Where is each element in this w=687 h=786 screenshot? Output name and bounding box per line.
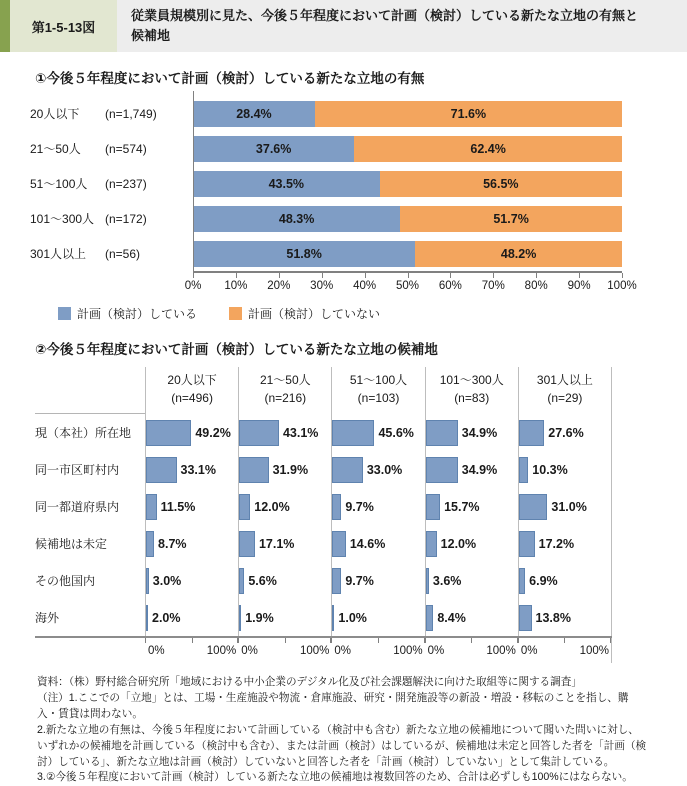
chart1-axis-tick-label: 50%: [395, 280, 420, 293]
chart2-bar: [146, 568, 149, 594]
chart2-column-header: [518, 367, 612, 414]
chart1-category-label: 301人以上: [30, 247, 87, 262]
chart2-bar: [146, 420, 191, 446]
chart1-bar-segment: 51.7%: [400, 206, 622, 232]
chart2-bar: [426, 568, 429, 594]
chart2-axis-tick: [192, 638, 193, 643]
chart2-bar: [146, 457, 177, 483]
chart2-cell: [425, 451, 518, 488]
chart1-axis-tick: [450, 273, 451, 278]
chart2-cell: [145, 562, 238, 599]
chart2-axis-zero-label: 0%: [334, 645, 352, 658]
chart2-bar: [239, 531, 255, 557]
chart2-axis-zero-label: 0%: [241, 645, 258, 658]
chart1-n-label: (n=56): [105, 246, 141, 261]
chart2-value-label: 13.8%: [535, 610, 571, 625]
note-1: （注）1.ここでの「立地」とは、工場・生産施設や物流・倉庫施設、研究・開発施設等の新設・増設・移転のことを指し、購入・賃貸は問わない。: [37, 691, 629, 720]
chart2-axis-cell: [425, 638, 518, 663]
chart2-axis-zero-label: 0%: [427, 645, 445, 658]
chart2-cell: [145, 451, 238, 488]
legend-label: 計画（検討）していない: [248, 306, 381, 321]
chart2-cell: [145, 414, 238, 451]
figure-number: 第1-5-13図: [10, 0, 117, 52]
legend-label: 計画（検討）している: [77, 306, 198, 321]
chart2-value-label: 3.6%: [432, 573, 462, 588]
chart1-axis-tick: [536, 273, 537, 278]
legend-swatch: [229, 307, 242, 320]
legend-swatch: [58, 307, 71, 320]
chart2-axis-tick: [145, 638, 146, 643]
chart1-legend: [58, 303, 687, 323]
chart2-value-label: 11.5%: [160, 499, 196, 514]
chart2-bar: [332, 420, 374, 446]
chart2-bar: [519, 494, 548, 520]
chart2-cell: [238, 414, 331, 451]
note-2: 2.新たな立地の有無は、今後５年程度において計画している（検討中も含む）新たな立地の候補地について聞いた問いに対し、いずれかの候補地を計画している（検討中も含む）、または計画（検討）はしているが、候補地は未定と回答した者を「計画（検討）している」、新たな立地は計画（検討）していないと回答した者を「計画（検討）していない」として集計している。: [37, 723, 647, 768]
chart2-cell: [425, 488, 518, 525]
chart2-value-label: 6.9%: [529, 573, 558, 588]
chart2-column-header: [425, 367, 518, 414]
chart2-header-spacer: [35, 367, 145, 414]
chart1-category-label: 21～50人: [30, 142, 81, 157]
chart2-axis-hundred-label: 100%: [393, 645, 423, 658]
chart1-n-label: (n=172): [105, 211, 147, 226]
chart2-value-label: 34.9%: [461, 425, 498, 440]
chart2-cell: [425, 599, 518, 636]
chart2-bar: [239, 457, 268, 483]
chart1-axis-tick-label: 40%: [353, 280, 377, 293]
chart2-column-group-label: 301人以上: [536, 373, 593, 388]
chart1-category-label: 101～300人: [30, 212, 95, 227]
chart2-row-label: 現（本社）所在地: [35, 426, 132, 441]
chart2-value-label: 31.0%: [551, 499, 587, 514]
chart2-row: [35, 599, 612, 636]
chart2-row-label: その他国内: [35, 574, 96, 589]
chart2-cell: [238, 599, 331, 636]
chart2-value-label: 17.1%: [258, 536, 295, 551]
chart2-value-label: 12.0%: [254, 499, 290, 514]
chart2-cell: [518, 525, 612, 562]
chart2-row-label: 海外: [35, 611, 60, 626]
chart2-cell: [238, 451, 331, 488]
chart1-row: [30, 166, 622, 201]
chart2-value-label: 1.9%: [245, 610, 274, 625]
chart2-cell: [425, 525, 518, 562]
chart2-bar: [426, 420, 458, 446]
chart1-bar-segment: 37.6%: [193, 136, 354, 162]
chart1-row: [30, 96, 622, 131]
chart2-axis-cell: [518, 638, 612, 663]
chart1-axis-tick: [622, 273, 623, 278]
chart2-column-n-label: (n=216): [264, 390, 307, 405]
chart2-bar: [239, 494, 250, 520]
chart1-bar-segment: 56.5%: [380, 171, 622, 197]
chart2-bar: [426, 605, 434, 631]
chart1-axis-tick-label: 0%: [184, 280, 202, 293]
chart2-bar: [239, 605, 241, 631]
chart1-bar: [193, 171, 622, 197]
chart2-column-header: [331, 367, 424, 414]
chart2-axis-tick: [518, 638, 519, 643]
chart2-title: ②今後５年程度において計画（検討）している新たな立地の候補地: [35, 342, 438, 358]
chart2-cell: [518, 488, 612, 525]
chart1-axis-tick-label: 90%: [567, 280, 591, 293]
chart1-row: [30, 236, 622, 271]
chart2-axis-tick: [331, 638, 332, 643]
chart2-column-header: [145, 367, 238, 414]
chart1-category-label: 51～100人: [30, 177, 88, 192]
chart2-bar: [332, 457, 362, 483]
chart1-title: ①今後５年程度において計画（検討）している新たな立地の有無: [35, 71, 425, 87]
chart2-value-label: 14.6%: [349, 536, 386, 551]
chart1-plot: [30, 96, 622, 271]
chart2-column-group-label: 51～100人: [349, 373, 408, 388]
chart2-row: [35, 488, 612, 525]
chart1-row: [30, 201, 622, 236]
chart2-value-label: 15.7%: [444, 499, 480, 514]
chart2-row: [35, 414, 612, 451]
chart2-value-label: 1.0%: [338, 610, 367, 625]
chart2-bar: [426, 494, 440, 520]
chart1-bar: [193, 206, 622, 232]
chart2-axis-hundred-label: 100%: [206, 645, 237, 658]
chart2-value-label: 45.6%: [378, 425, 414, 440]
chart1-bar-segment: 71.6%: [315, 101, 622, 127]
chart2-value-label: 27.6%: [548, 425, 584, 440]
chart2-cell: [331, 525, 424, 562]
chart1-axis-tick-label: 80%: [524, 280, 548, 293]
chart2-axis-hundred-label: 100%: [486, 645, 516, 658]
chart2-row: [35, 451, 612, 488]
chart2-value-label: 12.0%: [440, 536, 477, 551]
chart2-bar: [332, 494, 341, 520]
chart2-axis-tick: [238, 638, 239, 643]
chart2-value-label: 9.7%: [345, 573, 374, 588]
chart1-bar: [193, 241, 622, 267]
chart1-axis-tick-label: 20%: [267, 280, 291, 293]
chart2-axis-spacer: [35, 638, 145, 663]
chart2-axis-zero-label: 0%: [520, 645, 538, 658]
chart1-bar-segment: 62.4%: [354, 136, 622, 162]
chart2-table: [35, 367, 612, 663]
chart2-value-label: 8.4%: [437, 610, 466, 625]
chart2-cell: [425, 562, 518, 599]
chart1-axis-tick: [236, 273, 237, 278]
chart1-axis-tick: [579, 273, 580, 278]
chart2-bar: [519, 568, 525, 594]
chart1-rows: [30, 96, 622, 271]
chart2-column-n-label: (n=103): [357, 390, 400, 405]
chart1-bar-segment: 48.2%: [415, 241, 622, 267]
chart2-axis-tick: [425, 638, 426, 643]
chart2-bar: [146, 531, 154, 557]
chart2-cell: [238, 525, 331, 562]
chart2-bar: [146, 605, 148, 631]
chart2-value-label: 8.7%: [158, 536, 187, 551]
chart2-cell: [331, 451, 424, 488]
chart2-value-label: 9.7%: [345, 499, 374, 514]
figure-header: [0, 0, 687, 52]
chart2-column-header: [238, 367, 331, 414]
chart2-value-label: 31.9%: [272, 462, 309, 477]
chart2-column-n-label: (n=83): [454, 390, 490, 405]
chart2-row-label: 同一市区町村内: [35, 463, 120, 478]
chart1-axis-tick: [365, 273, 366, 278]
chart2-row: [35, 525, 612, 562]
note-3: 3.②今後５年程度において計画（検討）している新たな立地の候補地は複数回答のため、合計は必ずしも100%にはならない。: [37, 771, 633, 784]
chart2-value-label: 10.3%: [532, 462, 568, 477]
chart2-column-group-label: 21～50人: [259, 373, 311, 388]
chart2-axis-tick: [564, 638, 565, 643]
chart2-bar: [426, 457, 458, 483]
chart2-cell: [238, 488, 331, 525]
chart1-bar: [193, 136, 622, 162]
chart2-value-label: 17.2%: [538, 536, 575, 551]
chart2-row-label: 候補地は未定: [35, 537, 108, 552]
chart2-header-row: [35, 367, 612, 414]
chart1-axis-tick-label: 60%: [438, 280, 462, 293]
footnotes: [37, 675, 649, 786]
chart1-axis-tick-label: 100%: [607, 280, 637, 293]
chart2-axis-hundred-label: 100%: [299, 645, 330, 658]
chart2-bar: [426, 531, 437, 557]
chart2-cell: [518, 451, 612, 488]
chart2-cell: [331, 599, 424, 636]
chart2-value-label: 5.6%: [248, 573, 277, 588]
legend-item: [58, 305, 197, 322]
chart1-y-axis-line: [193, 91, 194, 271]
chart2-column-group-label: 20人以下: [167, 373, 217, 388]
chart1-bar-segment: 43.5%: [193, 171, 380, 197]
chart2-axis-cell: [331, 638, 424, 663]
chart2-cell: [238, 562, 331, 599]
chart2-axis-tick: [471, 638, 472, 643]
chart2-axis-tick: [285, 638, 286, 643]
chart2-axis-cell: [145, 638, 238, 663]
chart2-bar: [519, 531, 535, 557]
chart2-row-label: 同一都道府県内: [35, 500, 120, 515]
chart2-bar: [332, 568, 341, 594]
chart2-column-group-label: 101～300人: [439, 373, 504, 388]
chart1-axis-tick: [279, 273, 280, 278]
chart2-cell: [145, 525, 238, 562]
chart1-axis-tick: [493, 273, 494, 278]
chart2-cell: [145, 599, 238, 636]
chart2-bar: [519, 420, 544, 446]
chart2-cell: [518, 562, 612, 599]
chart1-axis-tick: [322, 273, 323, 278]
chart2-bar: [332, 605, 334, 631]
chart1-category-label: 20人以下: [30, 107, 80, 122]
chart2-cell: [145, 488, 238, 525]
chart2-bar: [332, 531, 345, 557]
chart1-axis-tick: [408, 273, 409, 278]
chart2-axis-tick: [610, 638, 611, 643]
chart2-x-axis: [35, 636, 612, 663]
chart1-bar: [193, 101, 622, 127]
chart2-bar: [146, 494, 157, 520]
chart1-n-label: (n=574): [105, 141, 147, 156]
chart2-axis-zero-label: 0%: [148, 645, 165, 658]
chart1-bar-segment: 48.3%: [193, 206, 400, 232]
chart2-row: [35, 562, 612, 599]
chart2-cell: [331, 562, 424, 599]
chart1-axis-tick-label: 70%: [481, 280, 505, 293]
chart1-axis-tick: [193, 273, 194, 278]
chart2-value-label: 2.0%: [152, 610, 181, 625]
chart1-axis-tick-label: 10%: [224, 280, 248, 293]
accent-bar: [0, 0, 10, 52]
legend-item: [229, 305, 380, 322]
chart2-value-label: 33.1%: [180, 462, 216, 477]
chart2-value-label: 3.0%: [152, 573, 182, 588]
chart2-value-label: 49.2%: [195, 425, 231, 440]
chart2-value-label: 33.0%: [366, 462, 403, 477]
chart2-bar: [239, 568, 244, 594]
figure-title: 従業員規模別に見た、今後５年程度において計画（検討）している新たな立地の有無と候補地: [117, 0, 687, 52]
source-note: 資料：（株）野村総合研究所「地域における中小企業のデジタル化及び社会課題解決に向けた取組等に関する調査」: [37, 676, 582, 689]
chart2-cell: [331, 414, 424, 451]
chart2-value-label: 34.9%: [461, 462, 498, 477]
chart2-axis-tick: [378, 638, 379, 643]
chart2-bar: [239, 420, 279, 446]
chart2-value-label: 43.1%: [282, 425, 319, 440]
chart1-bar-segment: 28.4%: [193, 101, 315, 127]
chart2-cell: [425, 414, 518, 451]
chart2-column-n-label: (n=496): [171, 390, 213, 405]
chart1-n-label: (n=1,749): [105, 106, 157, 121]
chart2-axis-cell: [238, 638, 331, 663]
chart1-n-label: (n=237): [105, 176, 147, 191]
chart2-bar: [519, 457, 528, 483]
chart2-axis-hundred-label: 100%: [579, 645, 610, 658]
chart1-bar-segment: 51.8%: [193, 241, 415, 267]
chart2-column-n-label: (n=29): [547, 390, 583, 405]
chart1-axis-tick-label: 30%: [310, 280, 334, 293]
chart1-row: [30, 131, 622, 166]
chart2-cell: [518, 414, 612, 451]
chart2-cell: [331, 488, 424, 525]
chart2-bar: [519, 605, 532, 631]
chart1-x-axis: [184, 271, 637, 299]
chart2-cell: [518, 599, 612, 636]
